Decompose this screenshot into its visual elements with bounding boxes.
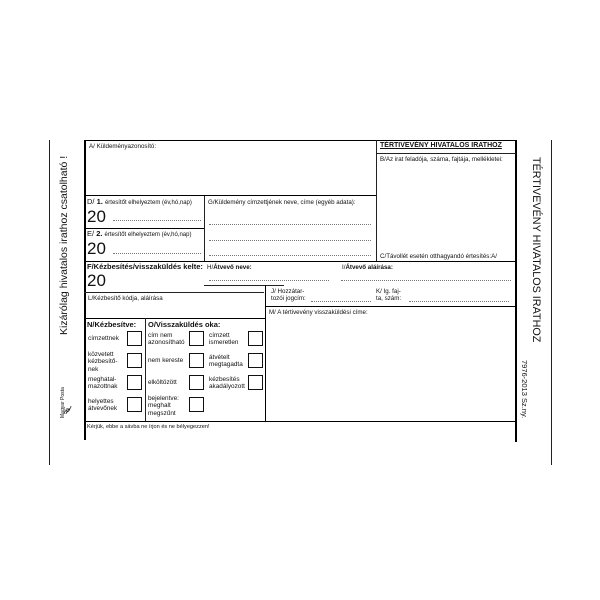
return-reason-a-1-checkbox[interactable]: [189, 331, 204, 346]
return-address-label: M/ A tértivevény visszaküldési címe:: [269, 309, 368, 316]
return-reason-a-4-label: bejelentve: meghalt megszűnt: [148, 395, 179, 417]
receiver-name-label: H/Átvevő neve:: [207, 264, 252, 271]
delivered-option-4-checkbox[interactable]: [127, 397, 142, 412]
e-year-prefix: 20: [87, 239, 106, 258]
return-reason-a-2-label: nem kereste: [148, 357, 184, 364]
d-year-prefix: 20: [87, 207, 106, 226]
postal-logo-text: Magyar Posta: [60, 387, 66, 418]
receipt-header-title: TÉRTIVEVÉNY HIVATALOS IRATHOZ: [380, 142, 502, 149]
return-reason-b-1-label: címzett ismeretlen: [209, 332, 239, 347]
shipment-id-label: A/ Küldeményazonosító:: [89, 143, 157, 150]
delivered-option-4-label: helyettes átvevőnek: [88, 398, 118, 413]
delivered-option-2-checkbox[interactable]: [127, 353, 142, 368]
recipient-name-label: G/Küldemény címzettjének neve, címe (egyéb adata):: [208, 199, 356, 206]
return-reason-b-3-label: kézbesítés akadályozott: [209, 376, 245, 391]
return-receipt-form: [49, 122, 552, 462]
left-vertical-notice: Kizárólag hivatalos irathoz csatolható !: [58, 155, 70, 335]
delivered-option-1-checkbox[interactable]: [127, 331, 142, 346]
delivery-date-label: F/Kézbesítés/visszaküldés kelte:: [87, 262, 203, 271]
return-reason-b-2-checkbox[interactable]: [248, 353, 263, 368]
receiver-signature-label: I/Átvevő aláírása:: [342, 264, 393, 271]
return-reason-b-1-checkbox[interactable]: [248, 331, 263, 346]
return-reason-b-3-checkbox[interactable]: [248, 375, 263, 390]
e-second-notice-label: E/ 2. értesítőt elhelyeztem (év,hó,nap): [87, 229, 192, 238]
return-reason-a-1-label: cím nem azonosítható: [148, 332, 185, 347]
do-not-write-note: Kérjük, ebbe a sávba ne írjon és ne bélyegezzen!: [87, 424, 210, 430]
courier-code-label: L/Kézbesítő kódja, aláírása: [88, 295, 163, 302]
sender-details-label: B/Az irat feladója, száma, fajtája, mellékletei:: [380, 156, 503, 163]
right-vertical-code: 7976-2013 Sz.ny.: [520, 360, 529, 419]
return-reason-a-2-checkbox[interactable]: [189, 353, 204, 368]
return-reason-section-title: O/Visszaküldés oka:: [148, 320, 221, 329]
right-vertical-title: TÉRTIVEVÉNY HIVATALOS IRATHOZ: [530, 157, 542, 343]
return-reason-a-3-label: elköltözött: [148, 379, 177, 386]
delivered-option-1-label: címzettnek: [88, 335, 119, 342]
delivered-section-title: N/Kézbesítve:: [87, 320, 137, 329]
delivered-option-3-label: meghatal- mazottnak: [88, 376, 118, 391]
return-reason-b-2-label: átvételt megtagadta: [209, 354, 243, 369]
d-first-notice-label: D/ 1. értesítőt elhelyeztem (év,hó,nap): [87, 197, 192, 206]
relative-title-label: J/ Hozzátar- tozói jogcím:: [271, 288, 306, 303]
return-reason-a-3-checkbox[interactable]: [189, 375, 204, 390]
f-year-prefix: 20: [87, 271, 106, 290]
return-reason-a-4-checkbox[interactable]: [189, 397, 204, 412]
absence-notice-label: C/Távollét esetén otthagyandó értesítés:A/: [380, 253, 497, 260]
delivered-option-2-label: közvetett kézbesítő- nek: [88, 351, 118, 373]
id-type-number-label: K/ Ig. faj- ta, szám:: [376, 288, 402, 303]
delivered-option-3-checkbox[interactable]: [127, 375, 142, 390]
